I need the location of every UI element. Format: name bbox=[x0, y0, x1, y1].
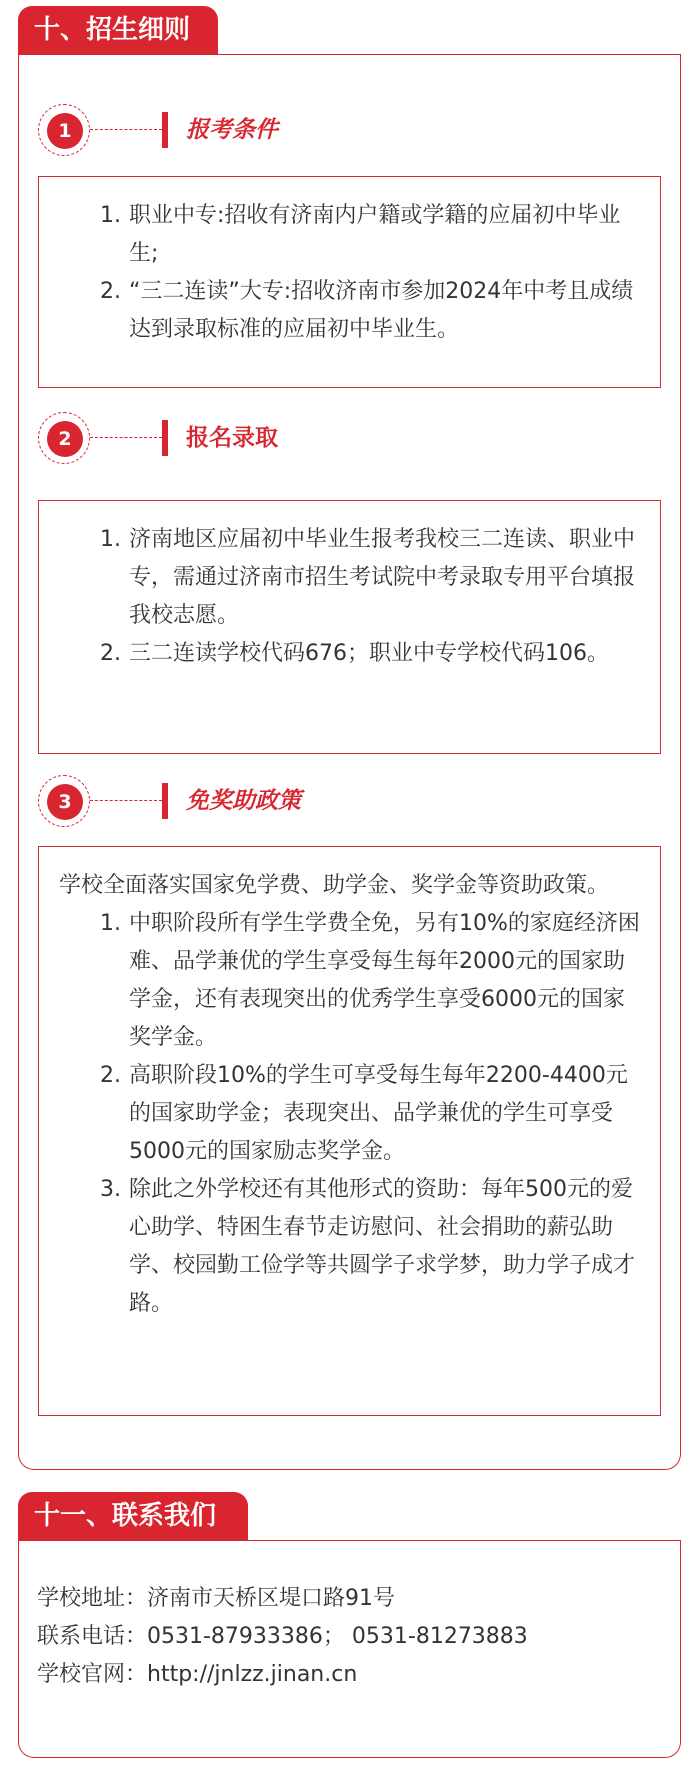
dashed-connector bbox=[90, 800, 162, 801]
number-badge: 2 bbox=[38, 412, 90, 464]
financial-aid-box bbox=[38, 846, 661, 1416]
list-item: 1. 济南地区应届初中毕业生报考我校三二连读、职业中专，需通过济南市招生考试院中考录取专用平台填报我校志愿。 bbox=[100, 527, 636, 628]
list-item: 1. 中职阶段所有学生学费全免，另有10%的家庭经济困难、品学兼优的学生享受每生每年2000元的国家助学金，还有表现突出的优秀学生享受6000元的国家奖学金。 bbox=[100, 911, 640, 1050]
contact-phone: 联系电话：0531-87933386； 0531-81273883 bbox=[37, 1624, 528, 1649]
subsection-title: 报名录取 bbox=[186, 425, 278, 451]
contact-card bbox=[18, 1540, 681, 1758]
list-item: 2. 高职阶段10%的学生可享受每生每年2200-4400元的国家助学金；表现突出、品学兼优的学生可享受5000元的国家励志奖学金。 bbox=[100, 1063, 628, 1164]
registration-box bbox=[38, 500, 661, 754]
dashed-connector bbox=[90, 437, 162, 438]
list-item: 2. 三二连读学校代码676；职业中专学校代码106。 bbox=[100, 641, 609, 666]
subsection-title: 报考条件 bbox=[186, 117, 278, 143]
subsection-header-requirements bbox=[38, 104, 638, 156]
requirements-box bbox=[38, 176, 661, 388]
accent-bar bbox=[162, 783, 168, 819]
section-title-contact: 十一、联系我们 bbox=[18, 1492, 248, 1540]
number-badge: 1 bbox=[38, 104, 90, 156]
intro-paragraph: 学校全面落实国家免学费、助学金、奖学金等资助政策。 bbox=[59, 873, 610, 898]
contact-address: 学校地址：济南市天桥区堤口路91号 bbox=[37, 1586, 395, 1611]
accent-bar bbox=[162, 420, 168, 456]
subsection-header-registration bbox=[38, 412, 638, 464]
number-badge: 3 bbox=[38, 775, 90, 827]
contact-website: 学校官网：http://jnlzz.jinan.cn bbox=[37, 1662, 358, 1687]
list-item: 3. 除此之外学校还有其他形式的资助：每年500元的爱心助学、特困生春节走访慰问、社会捐助的薪弘助学、校园勤工俭学等共圆学子求学梦，助力学子成才路。 bbox=[100, 1177, 636, 1316]
list-item: 2. “三二连读”大专:招收济南市参加2024年中考且成绩达到录取标准的应届初中毕业生。 bbox=[100, 279, 634, 342]
subsection-title: 免奖助政策 bbox=[186, 788, 301, 814]
section-title-admission-rules: 十、招生细则 bbox=[18, 6, 218, 54]
list-item: 1. 职业中专:招收有济南内户籍或学籍的应届初中毕业生; bbox=[100, 203, 621, 266]
accent-bar bbox=[162, 112, 168, 148]
subsection-header-financial-aid bbox=[38, 775, 638, 827]
dashed-connector bbox=[90, 129, 162, 130]
